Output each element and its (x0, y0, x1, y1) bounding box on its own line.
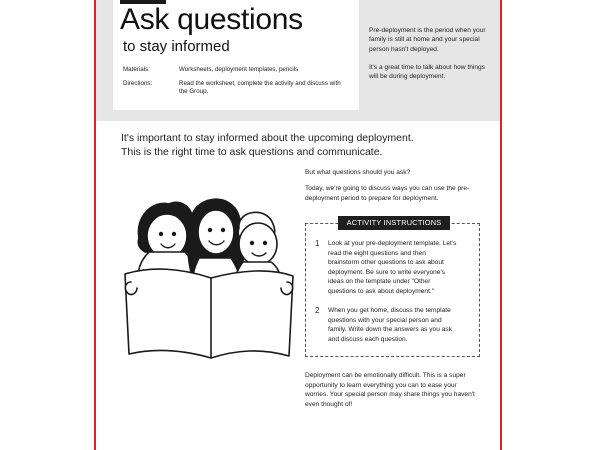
question-paragraph: But what questions should you ask? (305, 169, 411, 176)
intro-paragraph: It's important to stay informed about the upcoming deployment. This is the right time to ask questions and communicate. (121, 132, 414, 158)
page-subtitle: to stay informed (123, 38, 230, 55)
step-text-2: When you get home, discuss the template questions with your special person and family. Write down the answers as you ask and discuss each question. (328, 307, 452, 343)
step-text-1: Look at your pre-deployment template. Let's read the eight questions and then brainstorm other questions to ask about deployment. Be sure to write everyone's ideas on the template under "Other questions to ask about deployment." (328, 240, 457, 295)
sidebar-paragraph-2: It's a great time to talk about how things will be during deployment. (369, 64, 485, 81)
page-title: Ask questions (120, 3, 303, 36)
today-paragraph: Today, we're going to discuss ways you can use the pre-deployment period to prepare for deployment. (305, 185, 470, 202)
step-number-1: 1 (315, 239, 320, 248)
title-card (113, 0, 359, 110)
materials-value: Worksheets, deployment templates, pencils (179, 66, 299, 73)
activity-header: ACTIVITY INSTRUCTIONS (338, 216, 450, 230)
worksheet-page (94, 0, 502, 450)
kids-reading-illustration (121, 186, 296, 366)
directions-value: Read the worksheet, complete the activity and discuss with the Group. (179, 80, 341, 95)
step-number-2: 2 (315, 306, 320, 315)
sidebar-paragraph-1: Pre-deployment is the period when your family is still at home and your special person hasn't deployed. (369, 27, 486, 53)
directions-label: Directions: (123, 80, 153, 87)
closing-paragraph: Deployment can be emotionally difficult. This is a super opportunity to learn everything you can to ease your worries. Your special person may share things you haven't even thought of! (305, 372, 475, 408)
materials-label: Materials: (123, 66, 150, 73)
